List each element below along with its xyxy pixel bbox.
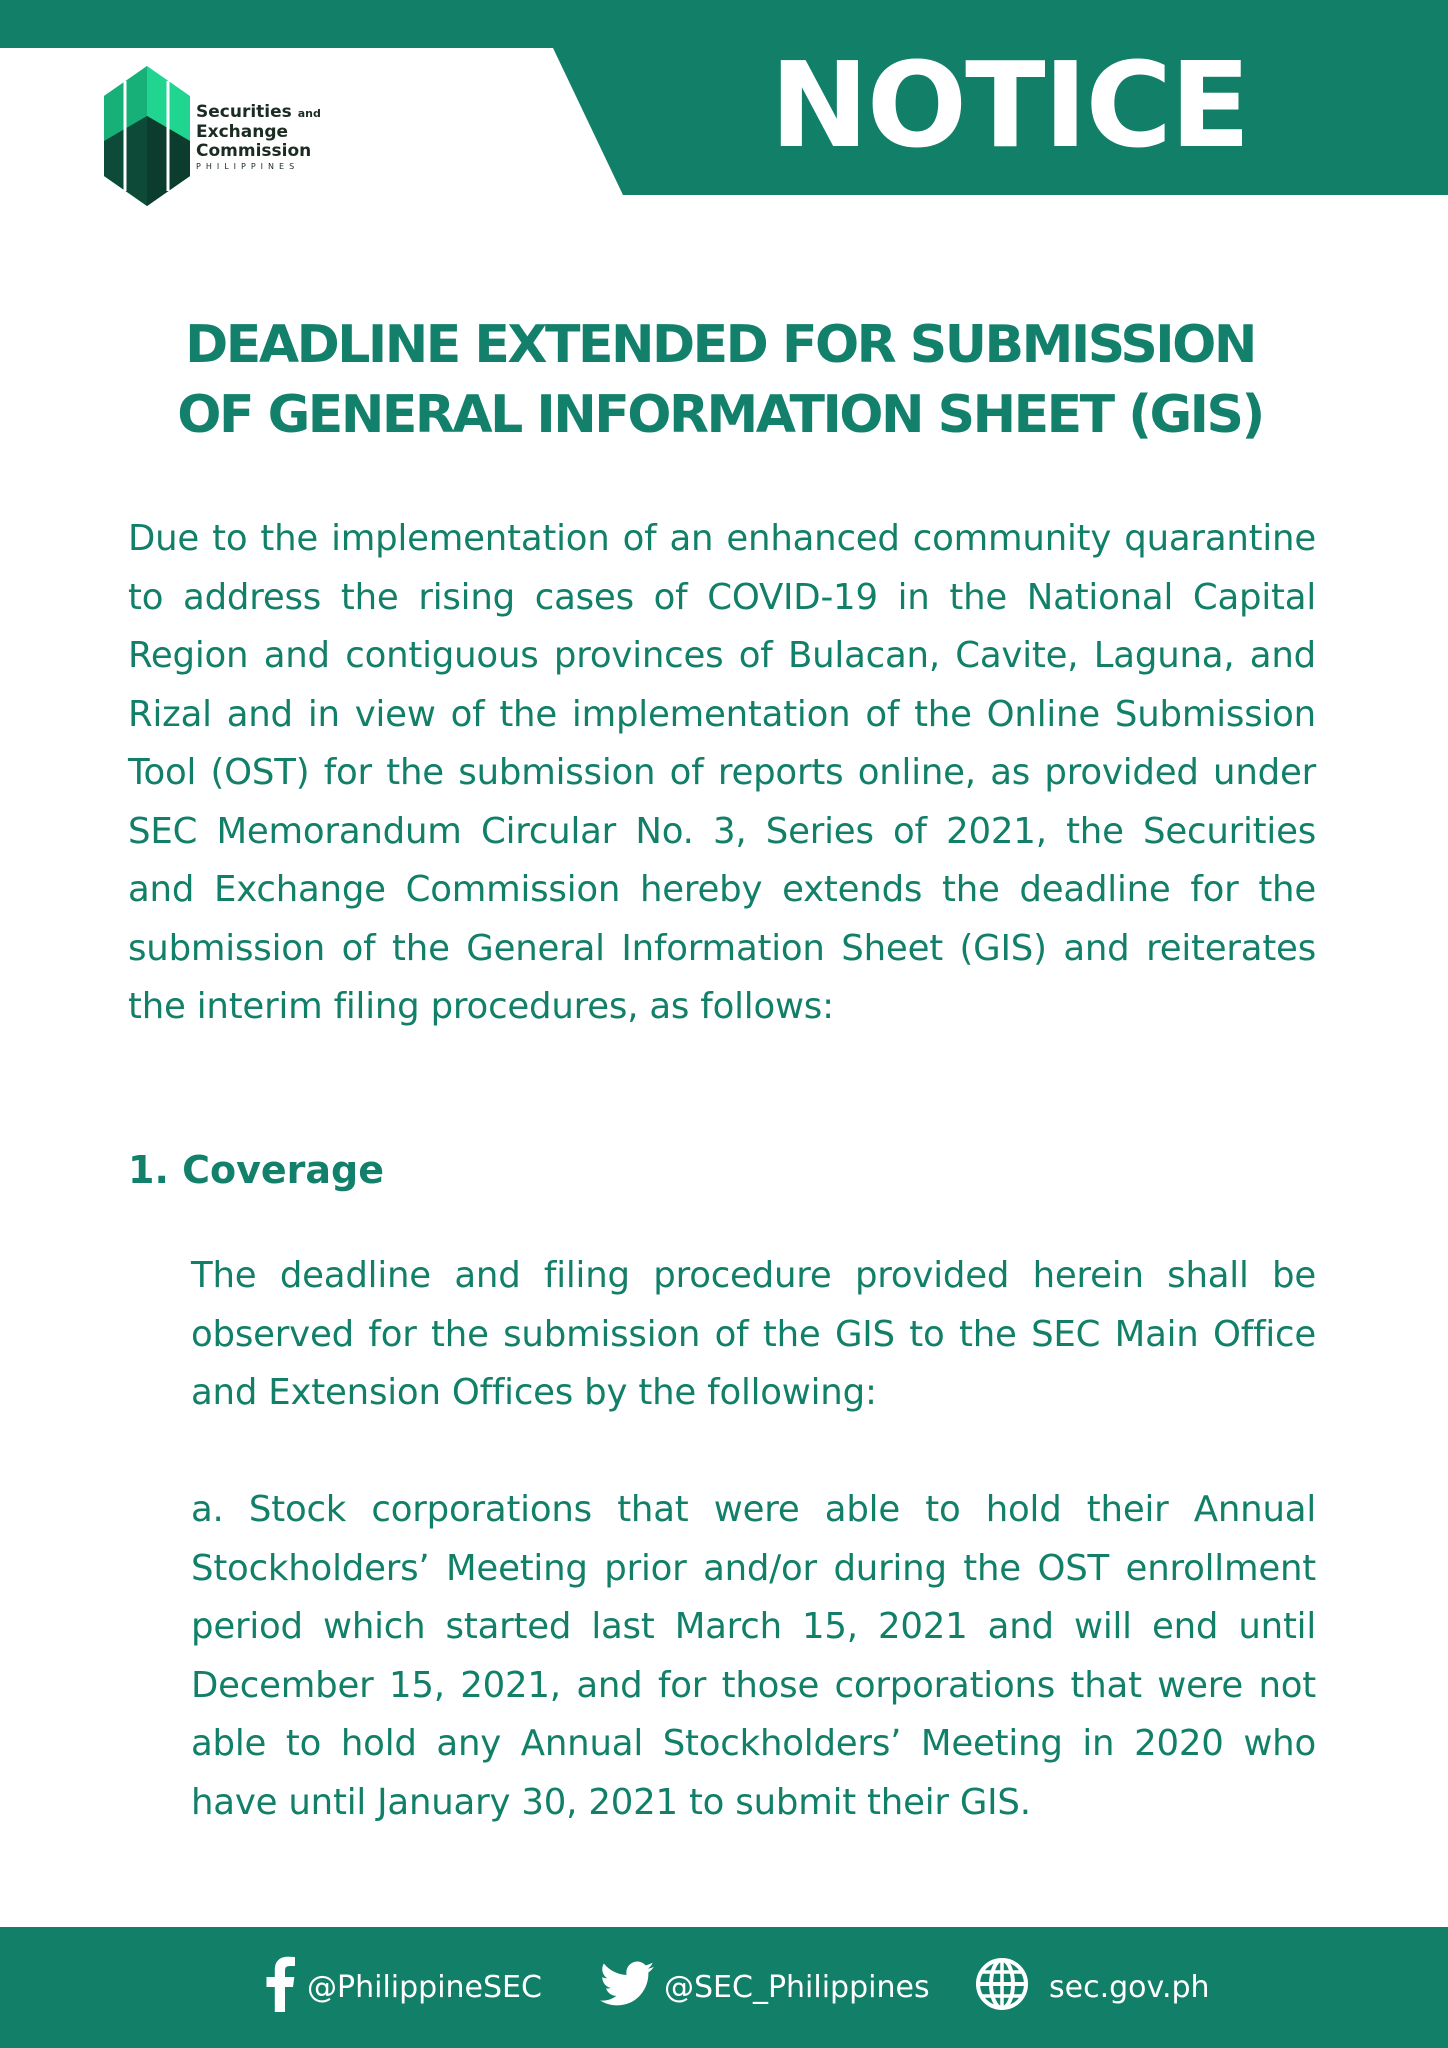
website-url: sec.gov.ph: [1049, 1970, 1210, 2005]
logo-line2: Exchange: [196, 122, 289, 142]
page-title-line1: DEADLINE EXTENDED FOR SUBMISSION: [185, 315, 1255, 375]
sec-logo: [100, 66, 330, 208]
intro-paragraph: Due to the implementation of an enhanced community quarantine to address the rising cases of COVID-19 in the National Capital Region and contiguous provinces of Bulacan, Cavite, Laguna, and Rizal and in view of the implementation of the Online Submission Tool (OST) for the submission of reports online, as provided under SEC Memorandum Circular No. 3, Series of 2021, the Securities and Exchange Commission hereby extends the deadline for the submission of the General Information Sheet (GIS) and reiterates the interim filing procedures, as follows:: [128, 518, 1316, 1027]
section-heading-coverage: 1. Coverage: [128, 1148, 384, 1192]
footer-facebook[interactable]: [263, 1927, 542, 2048]
facebook-handle: @PhilippineSEC: [307, 1970, 542, 2005]
page-title: [140, 310, 1300, 450]
sec-logo-text: [196, 103, 321, 173]
page-title-line2: OF GENERAL INFORMATION SHEET (GIS): [177, 385, 1263, 445]
coverage-paragraph: The deadline and filing procedure provided herein shall be observed for the submission of the GIS to the SEC Main Office and Extension Offices by the following:: [191, 1255, 1316, 1413]
globe-icon: [975, 1957, 1029, 2019]
twitter-handle: @SEC_Philippines: [664, 1970, 930, 2005]
footer-website[interactable]: [975, 1927, 1210, 2048]
logo-line3: Commission: [196, 141, 312, 161]
facebook-icon: [263, 1956, 297, 2020]
logo-country: PHILIPPINES: [196, 162, 300, 171]
coverage-item-a: a. Stock corporations that were able to hold their Annual Stockholders’ Meeting prior and/or during the OST enrollment period which started last March 15, 2021 and will end until December 15, 2021, and for those corporations that were not able to hold any Annual Stockholders’ Meeting in 2020 who have until January 30, 2021 to submit their GIS.: [191, 1489, 1316, 1823]
logo-line1: Securities: [196, 102, 292, 122]
notice-heading: NOTICE: [770, 36, 1249, 174]
footer-twitter[interactable]: [600, 1927, 930, 2048]
footer-bar: [0, 1927, 1448, 2048]
twitter-icon: [600, 1961, 654, 2015]
sec-logo-icon: [100, 66, 195, 208]
logo-line1-small: and: [297, 107, 321, 120]
